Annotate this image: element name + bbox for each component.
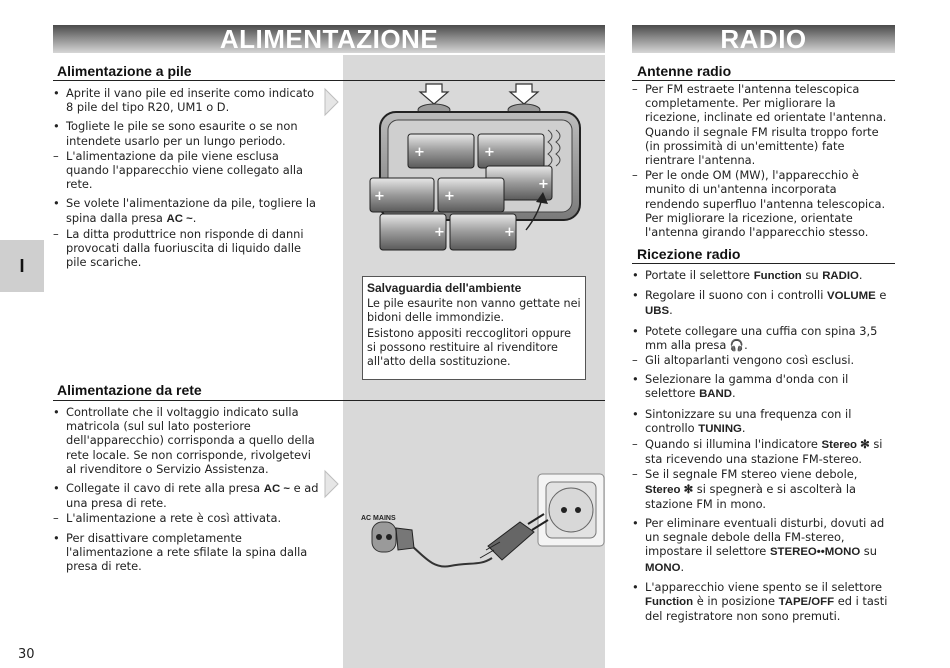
control-name: Function bbox=[645, 596, 694, 609]
control-name: TAPE/OFF bbox=[778, 596, 835, 609]
control-name: Function bbox=[753, 270, 802, 282]
control-name: RADIO bbox=[822, 270, 859, 282]
bullet-marker: • bbox=[632, 323, 639, 338]
ricezione-title: Ricezione radio bbox=[637, 246, 741, 262]
environment-text-1: Le pile esaurite non vanno gettate nei bidoni delle immondizie. bbox=[367, 297, 581, 324]
control-name: AC ~ bbox=[166, 212, 193, 225]
svg-text:+: + bbox=[414, 145, 425, 160]
ricezione-item: • Portate il selettore Function su RADIO. bbox=[632, 268, 863, 282]
dash-marker: – bbox=[53, 226, 59, 241]
rete-item: • Per disattivare completamente l'alimentazione a rete sfilate la spina dalla presa di rete. bbox=[53, 530, 308, 574]
environment-text-2: Esistono appositi reccoglitori oppure si possono restituire al rivenditore all'atto della sostituzione. bbox=[367, 327, 572, 368]
bullet-marker: • bbox=[632, 268, 639, 282]
bullet-marker: • bbox=[632, 372, 639, 387]
bullet-marker: • bbox=[632, 579, 639, 594]
ricezione-item: – Gli altoparlanti vengono così esclusi. bbox=[632, 353, 855, 368]
bullet-marker: • bbox=[53, 119, 60, 134]
svg-text:+: + bbox=[538, 177, 549, 192]
environment-note-box bbox=[362, 276, 586, 380]
mains-plug-illustration bbox=[360, 470, 605, 580]
bullet-marker: • bbox=[53, 405, 60, 419]
svg-text:+: + bbox=[504, 225, 515, 240]
svg-text:+: + bbox=[434, 225, 445, 240]
svg-text:+: + bbox=[374, 189, 385, 204]
pile-item: – La ditta produttrice non risponde di danni provocati dalla fuoriuscita di liquido dalle pile scariche. bbox=[53, 226, 304, 270]
ricezione-rule bbox=[632, 263, 895, 264]
rete-title: Alimentazione da rete bbox=[57, 382, 202, 398]
dash-marker: – bbox=[632, 168, 638, 183]
pointer-arrow-icon-2 bbox=[324, 470, 340, 498]
ricezione-item: • Regolare il suono con i controlli VOLUME e UBS. bbox=[632, 288, 887, 318]
pointer-arrow-icon bbox=[324, 88, 340, 116]
bullet-marker: • bbox=[53, 196, 60, 211]
pile-item: • Togliete le pile se sono esaurite o se non intendete usarlo per un lungo periodo. bbox=[53, 119, 298, 148]
antenne-item: – Per le onde OM (MW), l'apparecchio è munito di un'antenna incorporata rendendo superfluo l'antenna telescopica. Per migliorare la ricezione, orientate l'antenna girando l'apparecchio stesso. bbox=[632, 168, 886, 240]
dash-marker: – bbox=[53, 511, 59, 526]
control-name: BAND bbox=[699, 388, 732, 401]
pile-item: • Aprite il vano pile ed inserite como indicato 8 pile del tipo R20, UM1 o D. bbox=[53, 86, 315, 115]
rete-list bbox=[53, 405, 323, 578]
rete-rule bbox=[53, 400, 605, 401]
ricezione-item: • Selezionare la gamma d'onda con il selettore BAND. bbox=[632, 372, 849, 401]
environment-title: Salvaguardia dell'ambiente bbox=[367, 281, 522, 295]
ricezione-list bbox=[632, 268, 894, 628]
page-number: 30 bbox=[18, 647, 35, 662]
dash-marker: – bbox=[53, 148, 59, 163]
ricezione-item: • Sintonizzare su una frequenza con il controllo TUNING. bbox=[632, 406, 852, 435]
dash-marker: – bbox=[632, 82, 638, 96]
antenne-list bbox=[632, 82, 894, 244]
antenne-title: Antenne radio bbox=[637, 63, 732, 79]
ricezione-item: • Per eliminare eventuali disturbi, dovuti ad un segnale debole della FM-stereo, impostare il selettore STEREO••MONO su MONO. bbox=[632, 516, 885, 574]
rete-item: • Controllate che il voltaggio indicato sulla matricola (sul sul lato posteriore dell'apparecchio) corrisponda a quello della rete locale. Se non corrisponde, rivolgetevi al rivenditore o Servizio Assistenza. bbox=[53, 405, 315, 476]
pile-list bbox=[53, 86, 321, 274]
control-name: Stereo ✻ bbox=[645, 483, 694, 496]
bullet-marker: • bbox=[53, 481, 60, 496]
bullet-marker: • bbox=[53, 530, 60, 545]
control-name: AC ~ bbox=[263, 483, 291, 496]
battery-compartment-illustration bbox=[374, 80, 588, 260]
section-header-radio: RADIO bbox=[632, 25, 895, 53]
ricezione-item: – Se il segnale FM stereo viene debole, Stereo ✻ si spegnerà e si ascolterà la stazione FM in mono. bbox=[632, 467, 858, 511]
control-name: UBS bbox=[645, 305, 670, 318]
dash-marker: – bbox=[632, 467, 638, 482]
pile-item: • Se volete l'alimentazione da pile, togliere la spina dalla presa AC ~. bbox=[53, 196, 317, 225]
ricezione-item: – Quando si illumina l'indicatore Stereo ✻ si sta ricevendo una stazione FM-stereo. bbox=[632, 437, 883, 467]
control-name: TUNING bbox=[698, 422, 742, 435]
pile-item: – L'alimentazione da pile viene esclusa quando l'apparecchio viene collegato alla rete. bbox=[53, 148, 304, 192]
control-name: STEREO••MONO bbox=[769, 546, 861, 559]
ac-mains-label: AC MAINS bbox=[361, 515, 396, 522]
pile-title: Alimentazione a pile bbox=[57, 63, 192, 79]
ricezione-item: • Potete collegare una cuffia con spina 3,5 mm alla presa 🎧. bbox=[632, 323, 878, 352]
antenne-item: – Per FM estraete l'antenna telescopica completamente. Per migliorare la ricezione, inclinate ed orientate l'antenna. Quando il segnale FM risulta troppo forte (in prossimità di un'emittente) fate rientrare l'antenna. bbox=[632, 82, 887, 168]
antenne-rule bbox=[632, 80, 895, 81]
svg-text:+: + bbox=[484, 145, 495, 160]
ricezione-item: • L'apparecchio viene spento se il selettore Function è in posizione TAPE/OFF ed i tasti del registratore non sono premuti. bbox=[632, 579, 888, 624]
dash-marker: – bbox=[632, 437, 638, 452]
rete-item: – L'alimentazione a rete è così attivata. bbox=[53, 511, 282, 526]
control-name: MONO bbox=[645, 561, 681, 574]
language-tab: I bbox=[0, 240, 44, 292]
control-name: Stereo ✻ bbox=[821, 439, 870, 452]
bullet-marker: • bbox=[632, 288, 639, 303]
control-name: VOLUME bbox=[827, 290, 876, 303]
rete-item: • Collegate il cavo di rete alla presa AC ~ e ad una presa di rete. bbox=[53, 481, 319, 511]
section-header-alimentazione: ALIMENTAZIONE bbox=[53, 25, 605, 53]
bullet-marker: • bbox=[53, 86, 60, 100]
dash-marker: – bbox=[632, 353, 638, 368]
svg-text:+: + bbox=[444, 189, 455, 204]
bullet-marker: • bbox=[632, 406, 639, 421]
bullet-marker: • bbox=[632, 516, 639, 531]
